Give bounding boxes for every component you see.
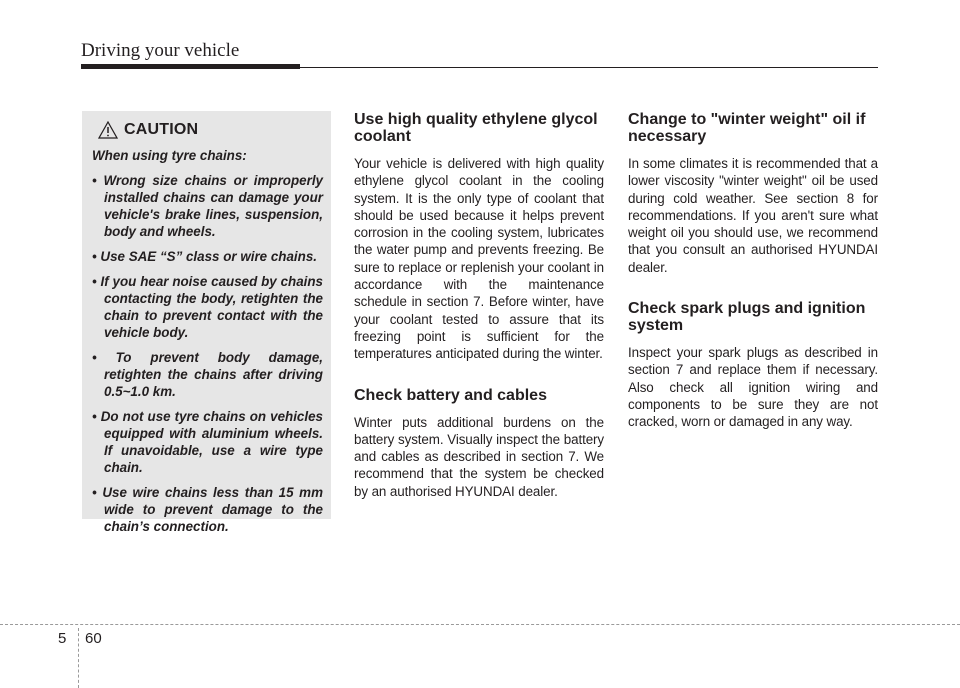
footer-divider: [78, 628, 80, 688]
page-header-title: Driving your vehicle: [81, 40, 240, 61]
caution-item: • Wrong size chains or improperly installed chains can damage your vehicle's brake lines, suspension, body and wheels.: [92, 173, 323, 239]
warning-triangle-icon: [98, 121, 118, 139]
section-heading-coolant: Use high quality ethylene glycol coolant: [354, 111, 598, 145]
caution-header: [98, 119, 323, 141]
section-number: 5: [58, 630, 67, 647]
caution-item: • To prevent body damage, retighten the chains after driving 0.5~1.0 km.: [92, 350, 323, 399]
caution-item: • Use wire chains less than 15 mm wide to prevent damage to the chain’s connection.: [92, 485, 323, 534]
caution-item: • If you hear noise caused by chains contacting the body, retighten the chain to prevent contact with the vehicle body.: [92, 274, 323, 340]
right-column: [628, 111, 878, 455]
caution-intro: When using tyre chains:: [92, 148, 247, 163]
section-body-battery: Winter puts additional burdens on the battery system. Visually inspect the battery and cables as described in section 7. We recommend that the system be checked by an authorised HYUNDAI dealer.: [354, 414, 604, 499]
header-bar: [81, 64, 300, 69]
section-heading-battery: Check battery and cables: [354, 386, 547, 404]
section-body-oil: In some climates it is recommended that a lower viscosity "winter weight" oil be used during cold weather. See section 8 for recommendations. If you aren't sure what weight oil you should use, we recommend that you consult an authorised HYUNDAI dealer.: [628, 156, 878, 275]
section-body-spark-plugs: Inspect your spark plugs as described in section 7 and replace them if necessary. Also check all ignition wiring and components to be sure they are not cracked, worn or damaged in any way.: [628, 345, 878, 430]
caution-item: • Do not use tyre chains on vehicles equipped with aluminium wheels. If unavoidable, use a wire type chain.: [92, 409, 323, 475]
section-heading-spark-plugs: Check spark plugs and ignition system: [628, 300, 866, 335]
caution-box: [82, 111, 331, 534]
caution-list: [92, 172, 323, 535]
header-rule: [300, 67, 878, 68]
footer-rule: [0, 624, 960, 625]
section-body-coolant: Your vehicle is delivered with high quality ethylene glycol coolant in the cooling system. It is the only type of coolant that should be used because it helps prevent corrosion in the cooling system, lubricates the water pump and prevents freezing. Be sure to replace or replenish your coolant in accordance with the maintenance schedule in section 7. Before winter, have your coolant tested to assure that its freezing point is sufficient for the temperatures anticipated during the winter.: [354, 156, 604, 362]
caution-heading: CAUTION: [124, 121, 199, 138]
section-heading-oil: Change to "winter weight" oil if necessary: [628, 111, 866, 145]
caution-item: • Use SAE “S” class or wire chains.: [92, 249, 317, 264]
page-number: 60: [85, 630, 102, 647]
middle-column: [354, 111, 604, 524]
